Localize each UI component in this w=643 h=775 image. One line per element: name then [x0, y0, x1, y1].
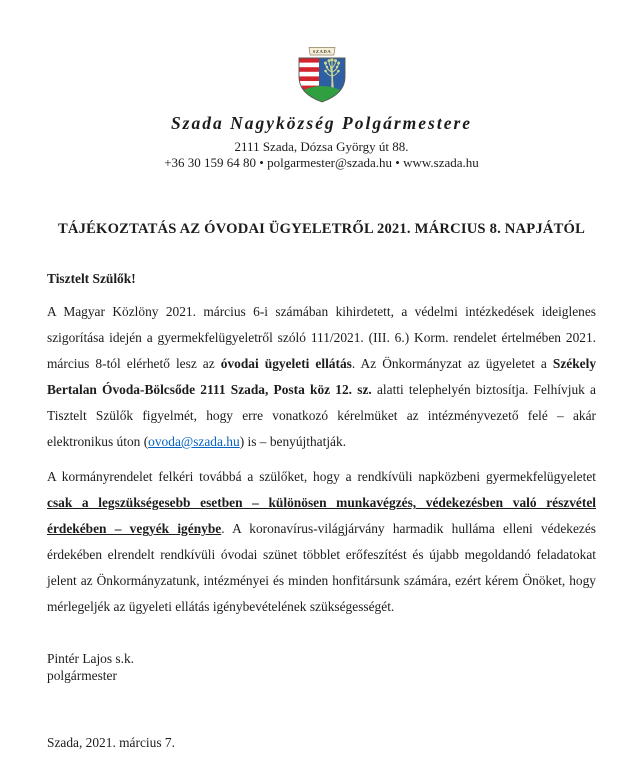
text-segment: A Magyar Közlöny 2021. március 6-i számában kihirdetett, a védelmi intézkedések ideiglenes szigorítása idején a gyermekfelügyeletről szóló 111/2021. (III. 6.) Korm. rendelet értelmében 2021. március 8-tól elérhető lesz az	[47, 304, 596, 371]
text-segment: . A koronavírus-világjárvány harmadik hulláma elleni védekezés érdekében elrendelt rendkívüli óvodai szünet többlet erőfeszítést és újabb megoldandó feladatokat jelent az Önkormányzatunk, intézményei és minden honfitársunk számára, ezért kérem Önöket, hogy mérlegeljék az ügyeleti ellátás igénybevételének szükségességét.	[47, 521, 597, 614]
coat-of-arms	[47, 45, 596, 105]
document-title: TÁJÉKOZTATÁS AZ ÓVODAI ÜGYELETRŐL 2021. MÁRCIUS 8. NAPJÁTÓL	[57, 221, 586, 237]
letter-body	[47, 299, 596, 620]
contact-line: +36 30 159 64 80 • polgarmester@szada.hu • www.szada.hu	[164, 155, 479, 170]
stripe-red	[299, 76, 319, 81]
szada-coat-of-arms-icon	[292, 45, 352, 105]
text-segment: csak a legszükségesebb esetben – különösen munkavégzés, védekezésben való részvétel érdekében – vegyék igénybe	[47, 495, 596, 536]
ovoda-email-link[interactable]: ovoda@szada.hu	[148, 434, 240, 449]
text-segment: . Az Önkormányzat az ügyeletet a	[351, 356, 553, 371]
text-segment: alatti telephelyén biztosítja. Felhívjuk a Tisztelt Szülők figyelmét, hogy erre vonatkozó kérelmüket az intézményvezető felé – akár elektronikus úton (	[47, 382, 596, 449]
stripe-red	[299, 58, 319, 63]
body-paragraph	[47, 464, 596, 620]
text-segment: ) is – benyújthatják.	[239, 434, 347, 449]
text-segment: A kormányrendelet felkéri továbbá a szülőket, hogy a rendkívüli napközbeni gyermekfelügyeletet	[47, 469, 596, 484]
signature-block	[47, 650, 596, 684]
salutation: Tisztelt Szülők!	[47, 271, 136, 286]
signature-name: Pintér Lajos s.k.	[47, 651, 135, 666]
address-line: 2111 Szada, Dózsa György út 88.	[234, 139, 409, 154]
body-paragraph	[47, 299, 596, 455]
banner-ribbon	[309, 48, 335, 56]
banner-text: SZADA	[312, 49, 331, 54]
date-line: Szada, 2021. március 7.	[47, 735, 175, 750]
letterhead	[47, 45, 596, 171]
signature-role: polgármester	[47, 668, 117, 683]
text-segment: óvodai ügyeleti ellátás	[220, 356, 352, 371]
stripe-red	[299, 67, 319, 72]
org-title: Szada Nagyközség Polgármestere	[170, 113, 473, 133]
text-segment: Székely Bertalan Óvoda-Bölcsőde 2111 Szada, Posta köz 12. sz.	[47, 356, 597, 397]
